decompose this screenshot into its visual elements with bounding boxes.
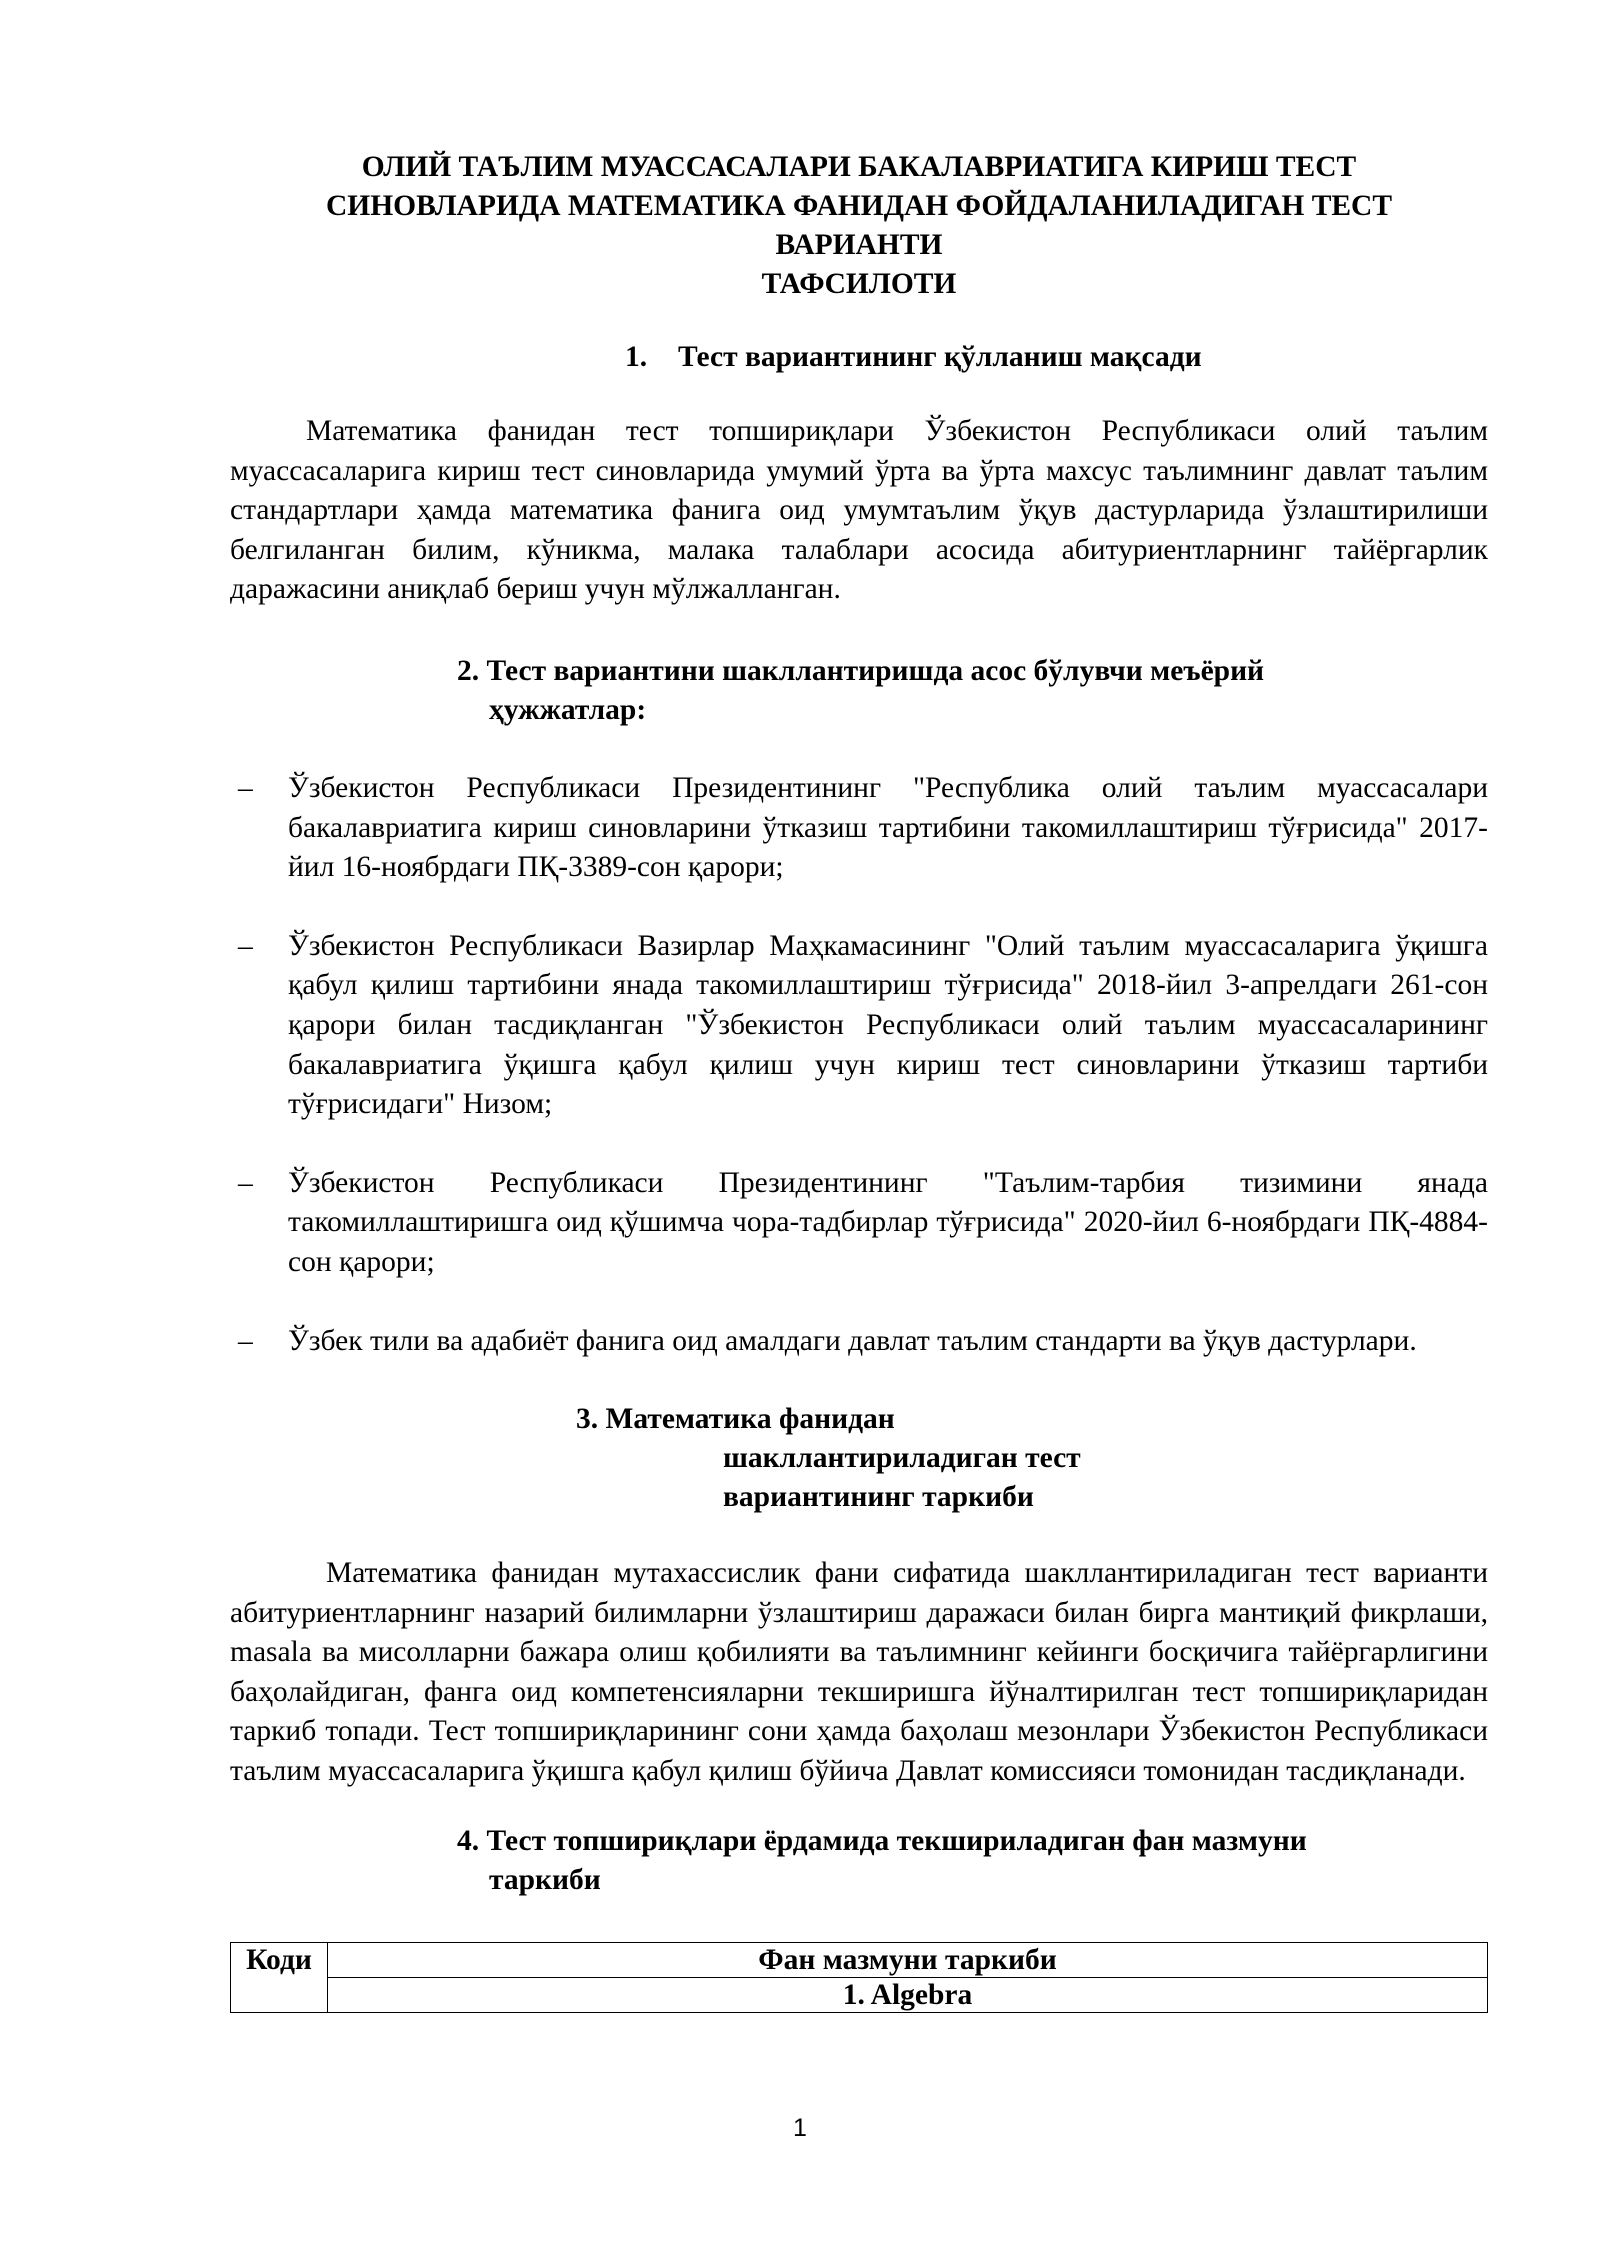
section-1-paragraph: Математика фанидан тест топшириқлари Ўзбекистон Республикаси олий таълим муассасаларига кириш тест синовларида умумий ўрта ва ўрта махсус таълимнинг давлат таълим стандартлари ҳамда математика фанига оид умумтаълим ўқув дастурларида ўзлаштирилиши белгиланган билим, кўникма, малака талаблари асосида абитуриентларнинг тайёргарлик даражасини аниқлаб бериш учун мўлжалланган.	[230, 415, 1488, 606]
section-4-heading-line-2: таркиби	[489, 1863, 601, 1896]
bullet-dash: –	[238, 771, 253, 804]
table-header-content: Фан мазмуни таркиби	[328, 1942, 1488, 1977]
content-structure-table	[230, 1942, 1488, 2013]
section-4-heading	[457, 1822, 1488, 1900]
table-section-algebra: 1. Algebra	[328, 1977, 1488, 2012]
section-3-heading-line-3: вариантининг таркиби	[723, 1481, 1034, 1514]
section-2-heading	[457, 652, 1488, 730]
list-item-text: Ўзбекистон Республикаси Президентининг "Республика олий таълим муассасалари бакалавриатига кириш синовларини ўтказиш тартибини такомиллаштириш тўғрисида" 2017-йил 16-ноябрдаги ПҚ-3389-сон қарори;	[288, 771, 1488, 884]
section-3-heading-line-1: 3. Математика фанидан	[576, 1403, 895, 1436]
title-line-3: ВАРИАНТИ	[775, 229, 943, 261]
list-item-text: Ўзбекистон Республикаси Вазирлар Маҳкамасининг "Олий таълим муассасаларига ўқишга қабул қилиш тартибини янада такомиллаштириш тўғрисида" 2018-йил 3-апрелдаги 261-сон қарори билан тасдиқланган "Ўзбекистон Республикаси олий таълим муассасаларининг бакалавриатига ўқишга қабул қилиш учун кириш тест синовларини ўтказиш тартиби тўғрисидаги" Низом;	[288, 929, 1488, 1121]
list-item-text: Ўзбекистон Республикаси Президентининг "Таълим-тарбия тизимини янада такомиллаштиришга оид қўшимча чора-тадбирлар тўғрисида" 2020-йил 6-ноябрдаги ПҚ-4884-сон қарори;	[288, 1166, 1488, 1278]
section-4-heading-line-1: 4. Тест топшириқлари ёрдамида текшириладиган фан мазмуни	[457, 1824, 1307, 1857]
section-3-heading-line-2: шакллантириладиган тест	[723, 1442, 1081, 1475]
bullet-dash: –	[238, 1324, 253, 1357]
list-item	[230, 927, 1488, 1125]
list-item	[230, 769, 1488, 888]
bullet-dash: –	[238, 929, 253, 962]
normative-documents-list	[230, 769, 1488, 1361]
title-line-4: ТАФСИЛОТИ	[761, 268, 957, 300]
section-3-paragraph: Математика фанидан мутахассислик фани сифатида шакллантириладиган тест варианти абитуриентларнинг назарий билимларни ўзлаштириш даражаси билан бирга мантиқий фикрлаши, masala ва мисолларни бажара олиш қобилияти ва таълимнинг кейинги босқичига тайёргарлигини баҳолайдиган, фанга оид компетенсияларни текширишга йўналтирилган тест топшириқларидан таркиб топади. Тест топшириқларининг сони ҳамда баҳолаш мезонлари Ўзбекистон Республикаси таълим муассасаларига ўқишга қабул қилиш бўйича Давлат комиссияси томонидан тасдиқланади.	[230, 1557, 1488, 1788]
section-1-heading-text: Тест вариантининг қўлланиш мақсади	[678, 341, 1202, 373]
table-header-code: Коди	[231, 1942, 328, 2012]
section-2-heading-line-1: 2. Тест вариантини шакллантиришда асос бўлувчи меъёрий	[457, 654, 1265, 687]
title-line-1: ОЛИЙ ТАЪЛИМ МУАССАСАЛАРИ БАКАЛАВРИАТИГА КИРИШ ТЕСТ	[361, 151, 1357, 183]
list-item	[230, 1164, 1488, 1283]
page-number: 1	[793, 2114, 807, 2142]
list-item-text: Ўзбек тили ва адабиёт фанига оид амалдаги давлат таълим стандарти ва ўқув дастурлари.	[288, 1324, 1417, 1357]
list-item	[230, 1322, 1488, 1362]
table-header-row	[231, 1942, 1488, 1977]
title-line-2: СИНОВЛАРИДА МАТЕМАТИКА ФАНИДАН ФОЙДАЛАНИЛАДИГАН ТЕСТ	[325, 190, 1393, 222]
section-2-heading-line-2: ҳужжатлар:	[489, 693, 647, 726]
section-1-number: 1.	[625, 341, 648, 373]
section-3-heading	[576, 1400, 1488, 1517]
bullet-dash: –	[238, 1166, 253, 1199]
document-title	[230, 148, 1488, 304]
section-1-heading	[625, 338, 1488, 377]
table-row	[231, 1977, 1488, 2012]
page-content	[230, 148, 1488, 2013]
